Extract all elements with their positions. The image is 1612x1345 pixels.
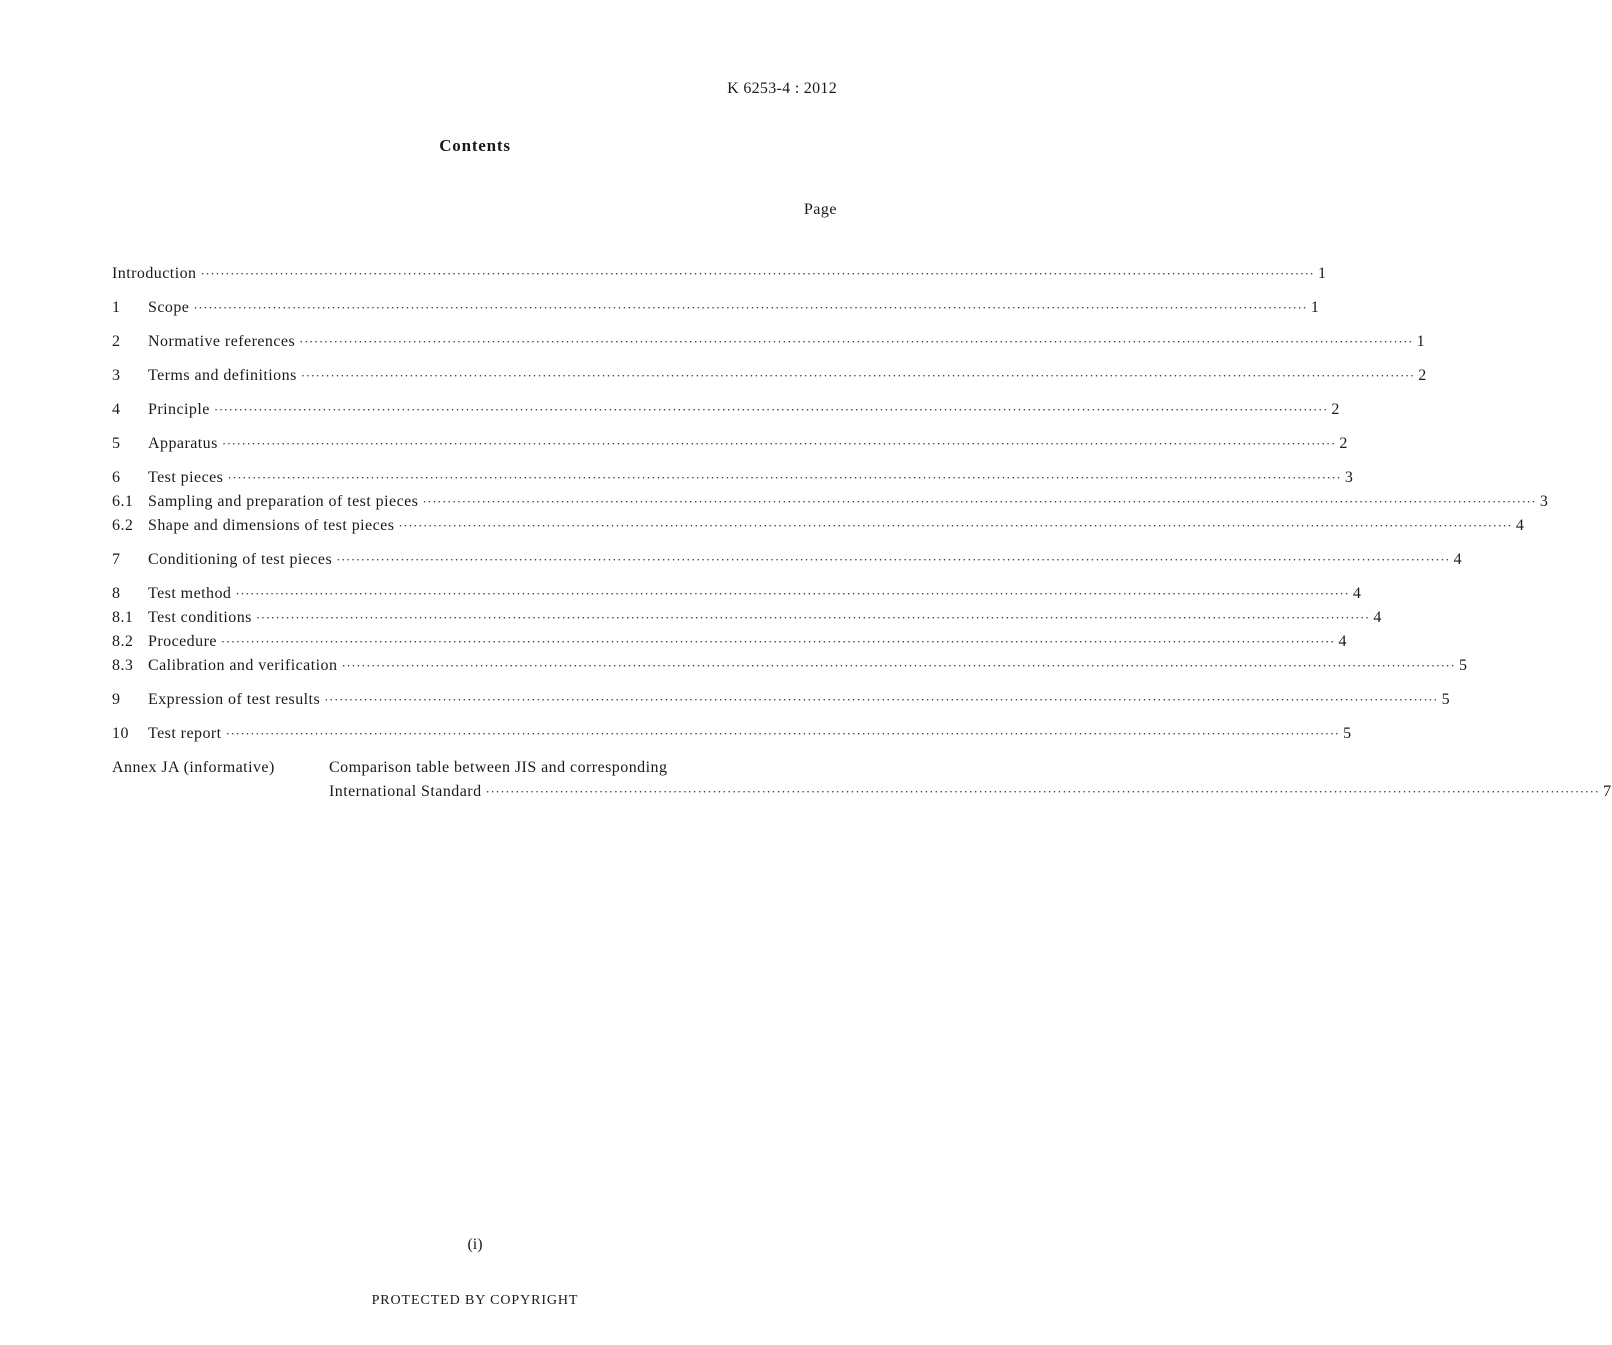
toc-entry-number: 7 (112, 551, 121, 568)
toc-entry-label: Sampling and preparation of test pieces (148, 493, 419, 510)
dot-leader (341, 654, 1455, 678)
toc-entry-test-method[interactable] (112, 582, 1362, 606)
toc-entry-number: 6.1 (112, 493, 134, 510)
toc-entry-label: Apparatus (148, 435, 218, 452)
toc-entry-label: Scope (148, 299, 190, 316)
toc-entry-expression-of-results[interactable] (112, 688, 1451, 712)
document-id: K 6253-4 : 2012 (727, 80, 837, 97)
toc-entry-number: 1 (112, 299, 121, 316)
toc-entry-number: 8.2 (112, 633, 134, 650)
toc-entry-label: Principle (148, 401, 210, 418)
toc-entry-number: 8 (112, 585, 121, 602)
toc-entry-label: Normative references (148, 333, 296, 350)
dot-leader (256, 606, 1370, 630)
toc-entry-page: 4 (1515, 517, 1525, 534)
dot-leader (486, 780, 1600, 804)
toc-entry-page: 5 (1343, 725, 1352, 742)
toc-entry-page: 1 (1310, 299, 1320, 316)
annex-title-line-1 (329, 756, 1612, 780)
dot-leader (226, 722, 1340, 746)
annex-title (329, 756, 1612, 804)
page-title: Contents (439, 136, 511, 155)
toc-entry-principle[interactable] (112, 398, 1340, 422)
toc-entry-label: Test method (148, 585, 232, 602)
toc-entry-calibration-and-verification[interactable] (112, 654, 1468, 678)
dot-leader (301, 364, 1415, 388)
footer-page-number: (i) (467, 1236, 483, 1253)
dot-leader (235, 582, 1349, 606)
toc-entry-test-conditions[interactable] (112, 606, 1382, 630)
toc-entry-page: 2 (1418, 367, 1427, 384)
toc-entry-test-pieces[interactable] (112, 466, 1354, 490)
toc-entry-label: Conditioning of test pieces (148, 551, 333, 568)
dot-leader (422, 490, 1536, 514)
toc-entry-number: 10 (112, 725, 129, 742)
toc-entry-number: 6 (112, 469, 121, 486)
copyright-notice: PROTECTED BY COPYRIGHT (371, 1293, 579, 1308)
toc-entry-label: Test conditions (148, 609, 252, 626)
toc-entry-shape-and-dimensions[interactable] (112, 514, 1525, 538)
toc-entry-number: 9 (112, 691, 121, 708)
toc-entry-label: Shape and dimensions of test pieces (148, 517, 395, 534)
toc-entry-number: 4 (112, 401, 121, 418)
toc-entry-page: 4 (1352, 585, 1362, 602)
toc-entry-page: 7 (1603, 783, 1612, 800)
dot-leader (193, 296, 1307, 320)
toc-entry-label: Calibration and verification (148, 657, 338, 674)
dot-leader (324, 688, 1438, 712)
dot-leader (336, 548, 1450, 572)
annex-title-text: Comparison table between JIS and corresponding (329, 759, 668, 776)
toc-entry-number: 2 (112, 333, 121, 350)
toc-entry-page: 3 (1344, 469, 1354, 486)
dot-leader (221, 630, 1335, 654)
dot-leader (201, 262, 1315, 286)
toc-entry-page: 4 (1338, 633, 1347, 650)
toc-entry-number: 8.3 (112, 657, 134, 674)
toc-entry-page: 2 (1331, 401, 1340, 418)
toc-entry-page: 1 (1416, 333, 1426, 350)
toc-entry-apparatus[interactable] (112, 432, 1348, 456)
dot-leader (398, 514, 1512, 538)
toc-entry-page: 4 (1453, 551, 1463, 568)
toc-entry-introduction[interactable] (112, 262, 1327, 286)
toc-entry-terms-and-definitions[interactable] (112, 364, 1427, 388)
toc-entry-sampling-and-preparation[interactable] (112, 490, 1549, 514)
page-column-label: Page (803, 201, 837, 218)
toc-entry-number: 6.2 (112, 517, 134, 534)
toc-entry-page: 5 (1458, 657, 1468, 674)
dot-leader (299, 330, 1413, 354)
toc-entry-test-report[interactable] (112, 722, 1352, 746)
toc-entry-number: 5 (112, 435, 121, 452)
toc-entry-page: 1 (1318, 265, 1327, 282)
toc-entry-page: 4 (1373, 609, 1382, 626)
toc-entry-annex-ja[interactable] (112, 756, 1612, 804)
dot-leader (214, 398, 1328, 422)
toc-entry-number: 8.1 (112, 609, 134, 626)
dot-leader (227, 466, 1341, 490)
toc-entry-page: 2 (1339, 435, 1348, 452)
table-of-contents (112, 262, 1612, 804)
toc-entry-number: 3 (112, 367, 121, 384)
toc-entry-procedure[interactable] (112, 630, 1347, 654)
annex-label: Annex JA (informative) (112, 759, 275, 776)
toc-entry-page: 3 (1539, 493, 1549, 510)
toc-entry-label: Test pieces (148, 469, 224, 486)
toc-entry-label: Introduction (112, 265, 197, 282)
toc-entry-label: Procedure (148, 633, 217, 650)
toc-entry-label: Terms and definitions (148, 367, 297, 384)
toc-entry-conditioning[interactable] (112, 548, 1463, 572)
annex-title-line-2 (329, 780, 1612, 804)
toc-entry-normative-references[interactable] (112, 330, 1426, 354)
toc-entry-scope[interactable] (112, 296, 1320, 320)
dot-leader (222, 432, 1336, 456)
annex-title-text: International Standard (329, 783, 482, 800)
toc-entry-page: 5 (1441, 691, 1451, 708)
toc-entry-label: Test report (148, 725, 222, 742)
toc-entry-label: Expression of test results (148, 691, 321, 708)
